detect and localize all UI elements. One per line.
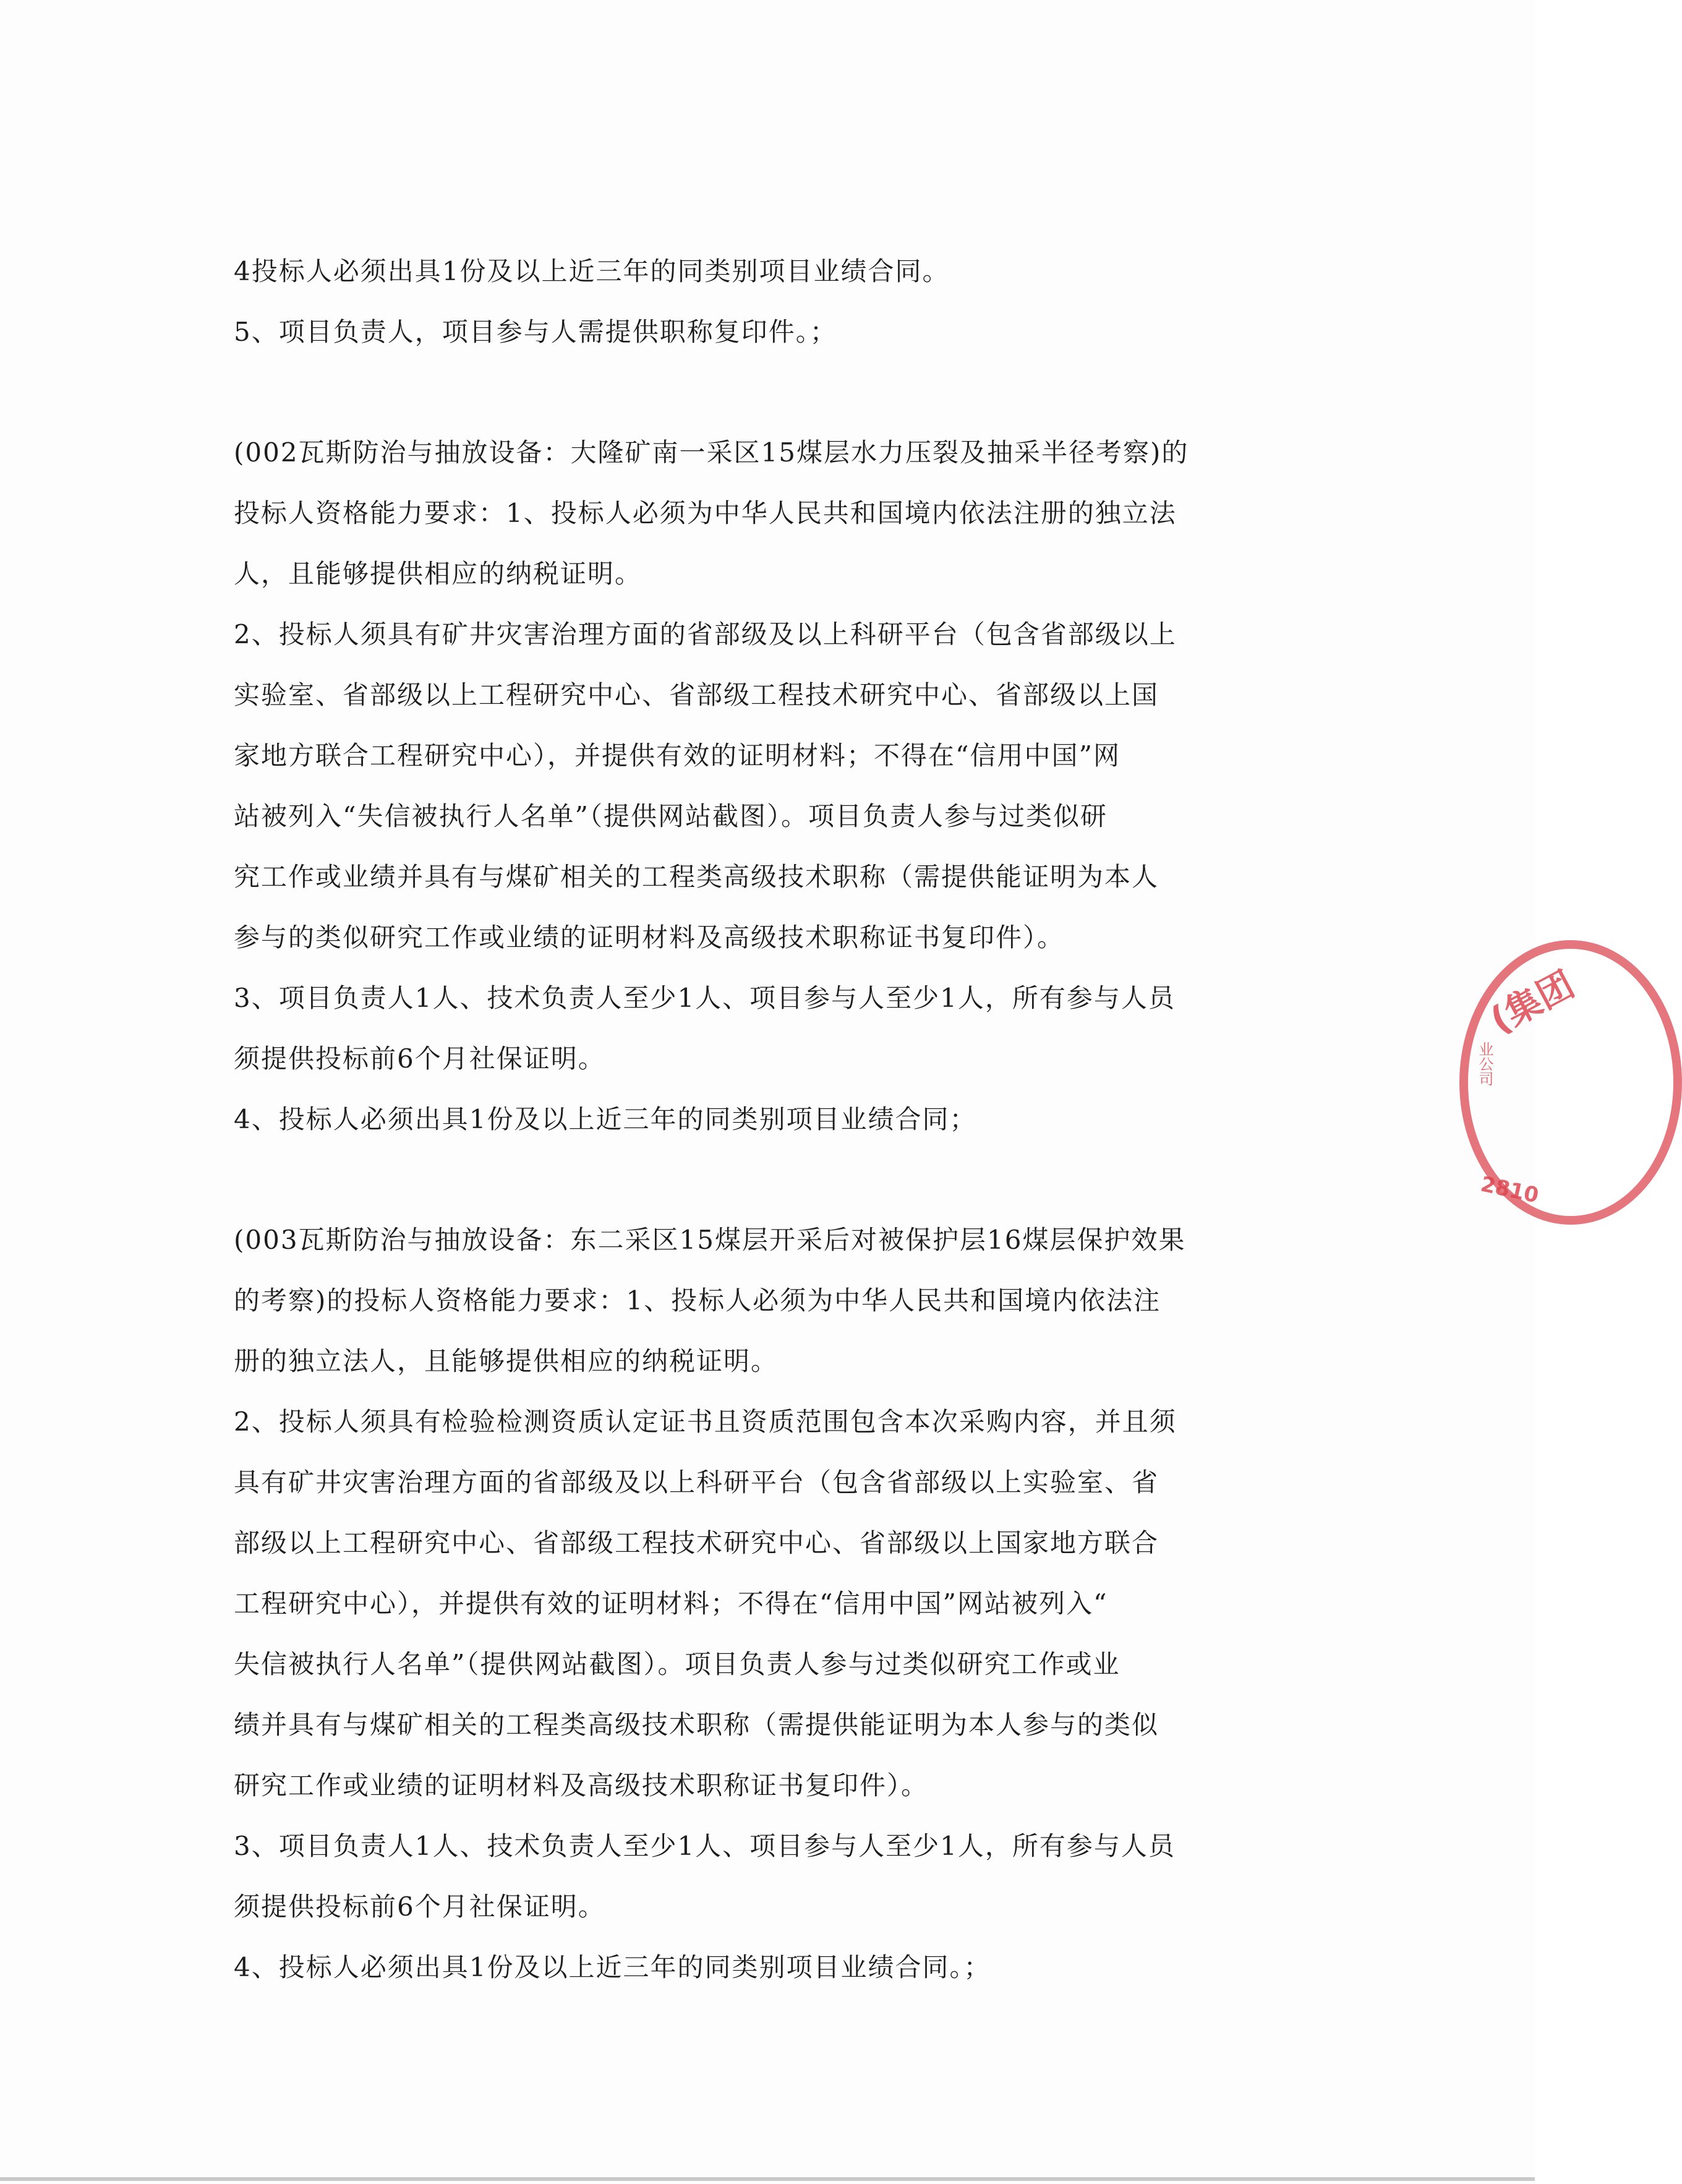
seal-text: (集团	[1483, 962, 1581, 1042]
text-line: 研究工作或业绩的证明材料及高级技术职称证书复印件）。	[234, 1770, 929, 1801]
text-line: 须提供投标前6个月社保证明。	[234, 1043, 605, 1074]
paragraph-gap	[234, 362, 1248, 422]
text-line: 投标人资格能力要求：1、投标人必须为中华人民共和国境内依法注册的独立法	[234, 498, 1177, 528]
paragraph-1	[234, 241, 1248, 362]
text-line: 实验室、省部级以上工程研究中心、省部级工程技术研究中心、省部级以上国	[234, 680, 1159, 710]
text-line: 失信被执行人名单”（提供网站截图）。项目负责人参与过类似研究工作或业	[234, 1649, 1121, 1679]
text-line: 4投标人必须出具1份及以上近三年的同类别项目业绩合同。	[234, 256, 950, 286]
text-line: 究工作或业绩并具有与煤矿相关的工程类高级技术职称（需提供能证明为本人	[234, 862, 1159, 892]
text-line: 工程研究中心），并提供有效的证明材料；不得在“信用中国”网站被列入“	[234, 1588, 1108, 1619]
seal-side-text: 业公司	[1476, 1042, 1493, 1086]
scan-bottom-edge	[0, 2177, 1535, 2181]
text-line: 3、项目负责人1人、技术负责人至少1人、项目参与人至少1人，所有参与人员	[234, 1831, 1176, 1861]
text-line: 4、投标人必须出具1份及以上近三年的同类别项目业绩合同。；	[234, 1952, 991, 1982]
text-line: 的考察)的投标人资格能力要求：1、投标人必须为中华人民共和国境内依法注	[234, 1285, 1161, 1316]
text-line: 3、项目负责人1人、技术负责人至少1人、项目参与人至少1人，所有参与人员	[234, 983, 1176, 1013]
text-line: 绩并具有与煤矿相关的工程类高级技术职称（需提供能证明为本人参与的类似	[234, 1710, 1159, 1740]
seal-number: 2810	[1478, 1171, 1541, 1209]
paragraph-2	[234, 422, 1248, 1150]
paragraph-3	[234, 1210, 1248, 1998]
text-line: 须提供投标前6个月社保证明。	[234, 1891, 605, 1922]
text-line: (003瓦斯防治与抽放设备：东二采区15煤层开采后对被保护层16煤层保护效果	[234, 1225, 1186, 1255]
paragraph-gap	[234, 1150, 1248, 1210]
text-line: 2、投标人须具有矿井灾害治理方面的省部级及以上科研平台（包含省部级以上	[234, 619, 1177, 649]
text-line: 部级以上工程研究中心、省部级工程技术研究中心、省部级以上国家地方联合	[234, 1528, 1159, 1558]
text-line: 家地方联合工程研究中心），并提供有效的证明材料；不得在“信用中国”网	[234, 740, 1121, 771]
text-line: 站被列入“失信被执行人名单”（提供网站截图）。项目负责人参与过类似研	[234, 801, 1108, 831]
text-line: 册的独立法人，且能够提供相应的纳税证明。	[234, 1346, 779, 1376]
company-seal-stamp	[1459, 940, 1682, 1225]
text-line: 5、项目负责人，项目参与人需提供职称复印件。；	[234, 317, 837, 347]
text-line: 4、投标人必须出具1份及以上近三年的同类别项目业绩合同；	[234, 1104, 977, 1134]
text-line: (002瓦斯防治与抽放设备：大隆矿南一采区15煤层水力压裂及抽采半径考察)的	[234, 437, 1189, 468]
text-line: 人，且能够提供相应的纳税证明。	[234, 559, 642, 589]
text-line: 参与的类似研究工作或业绩的证明材料及高级技术职称证书复印件）。	[234, 922, 1065, 953]
text-line: 2、投标人须具有检验检测资质认定证书且资质范围包含本次采购内容，并且须	[234, 1407, 1177, 1437]
text-line: 具有矿井灾害治理方面的省部级及以上科研平台（包含省部级以上实验室、省	[234, 1467, 1159, 1497]
document-body	[234, 241, 1248, 1998]
